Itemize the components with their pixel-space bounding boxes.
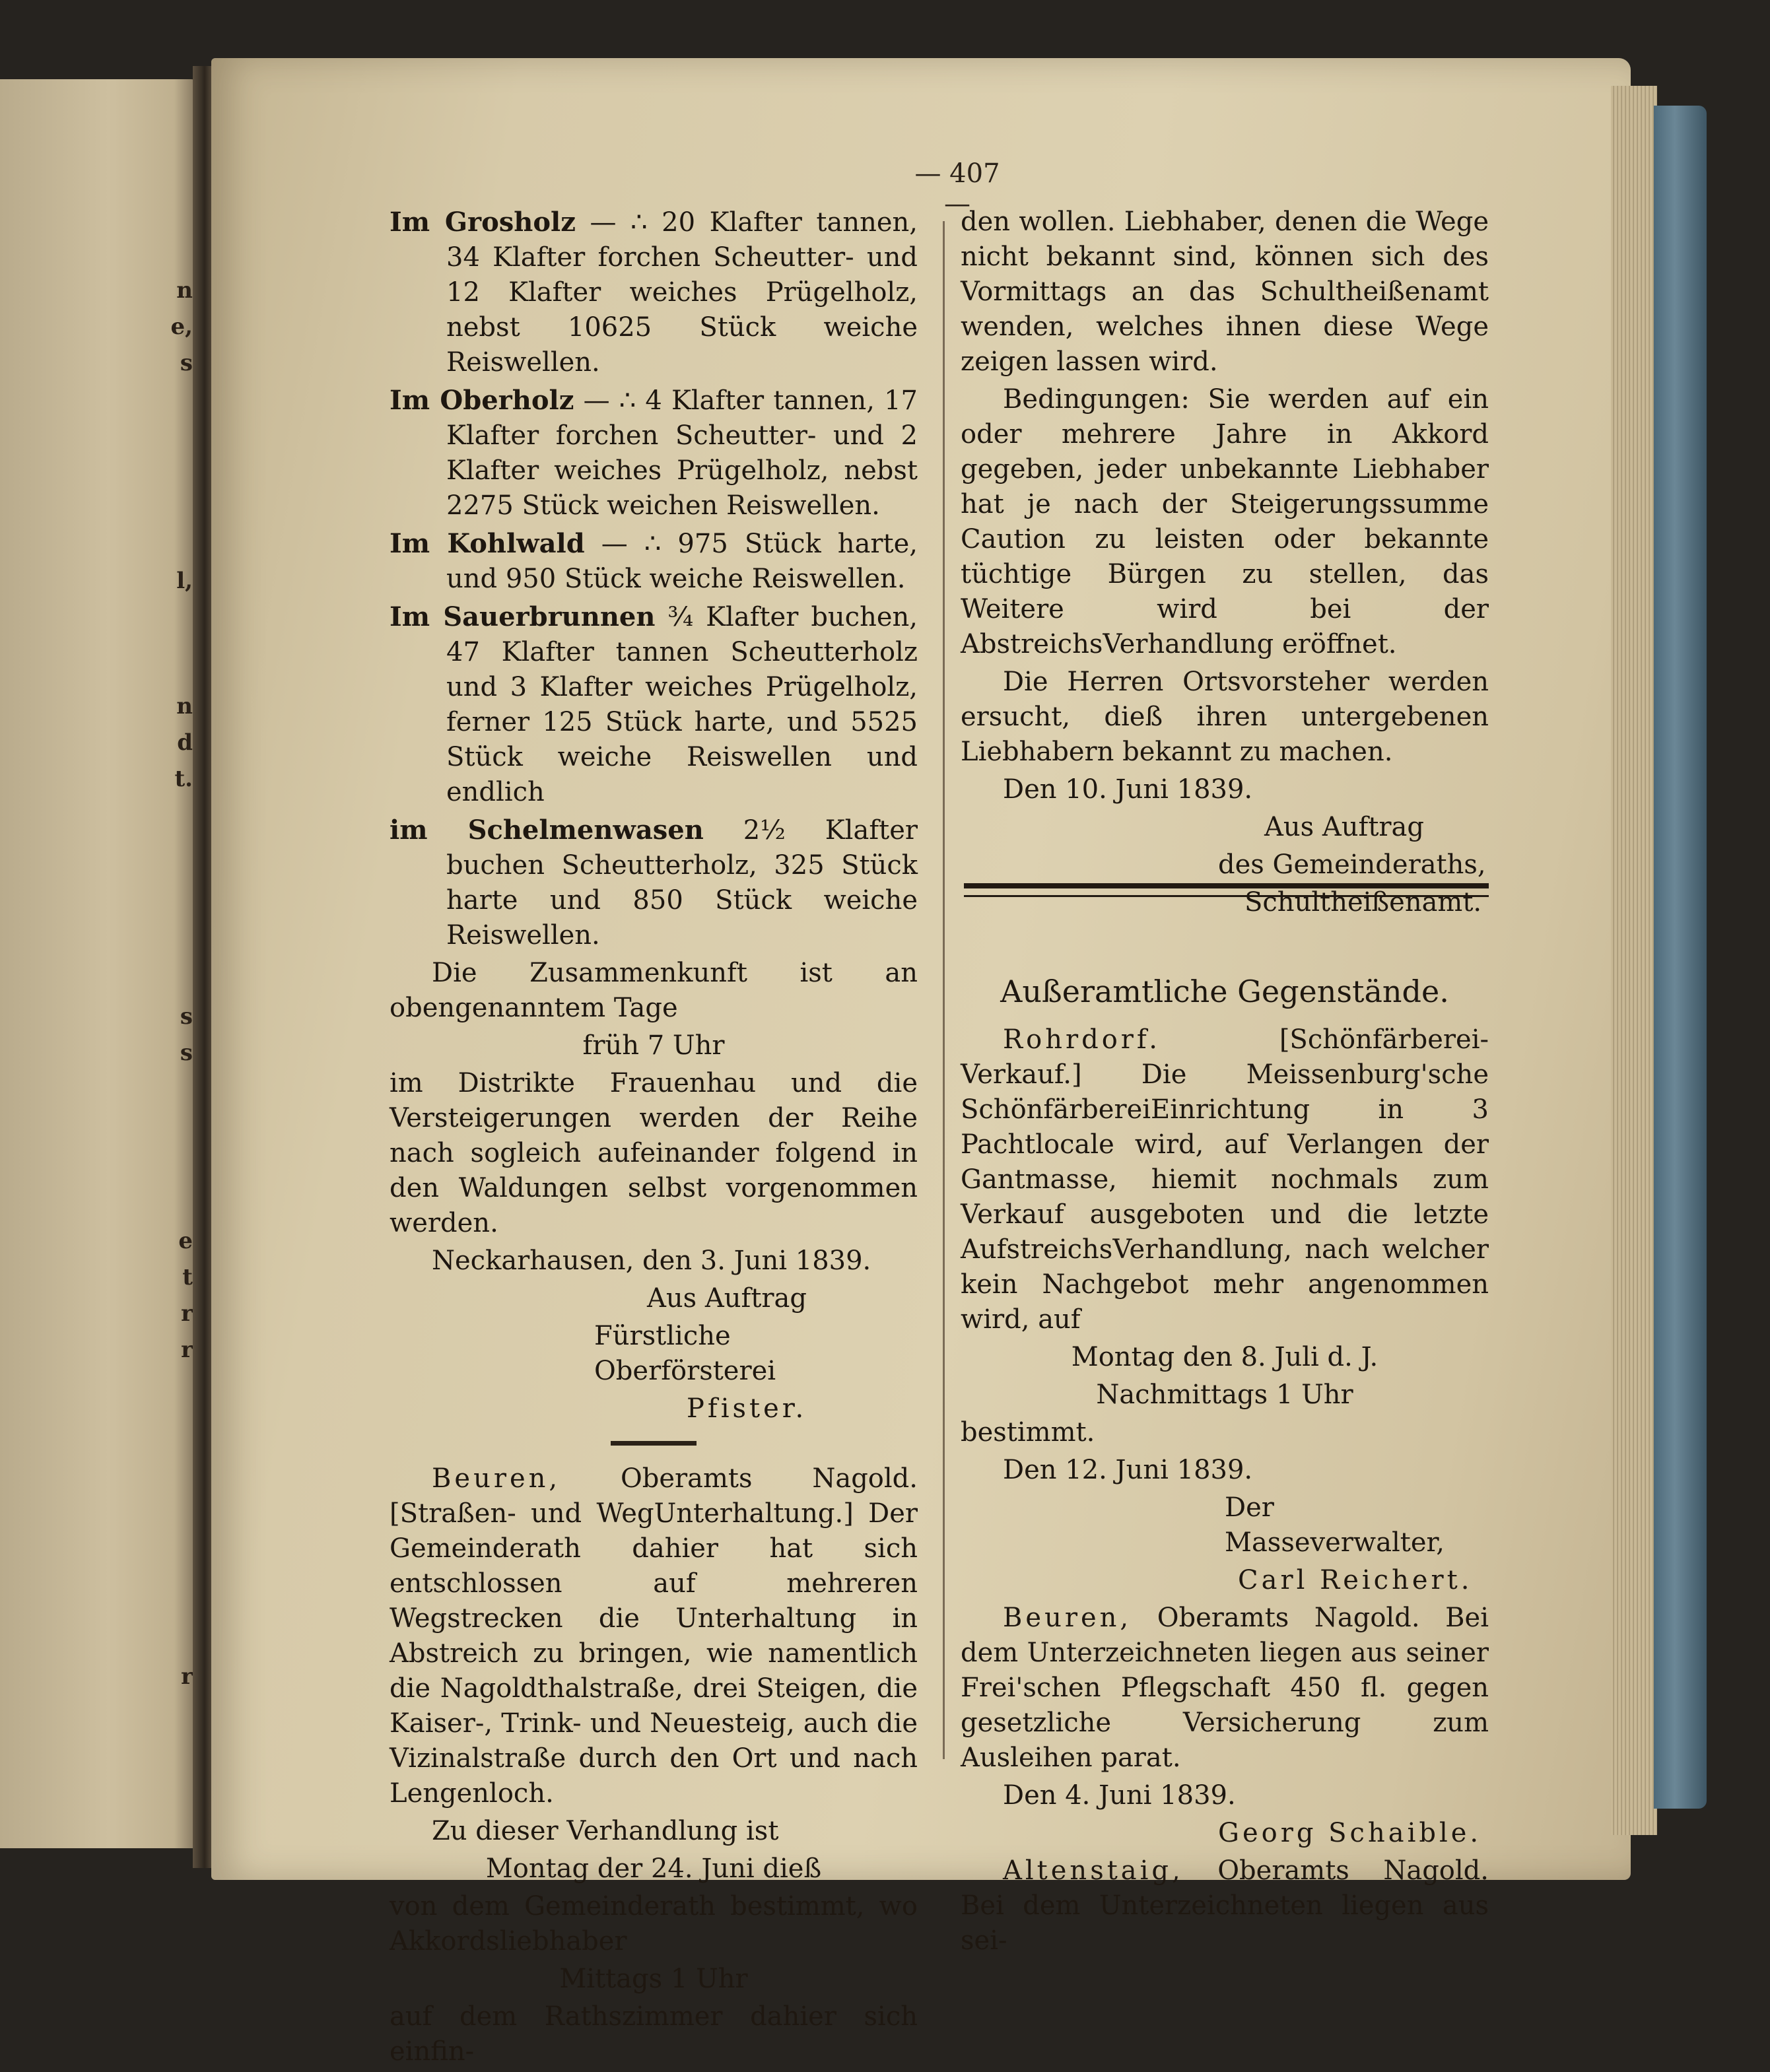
signature-name: Georg Schaible. <box>1218 1818 1482 1848</box>
edge-letter: d <box>177 729 193 756</box>
notice-text: Oberamts Nagold. [Straßen- und WegUnterhaltung.] Der Gemeinderath dahier hat sich entschlossen auf mehreren Wegstrecken die Unterhaltung in Abstreich zu bringen, wie namentlich die Nagoldthalstraße, drei Steigen, die Kaiser-, Trink- und Neuesteig, auch die Vizinalstraße durch den Ort und nach Lengenloch. <box>390 1463 918 1809</box>
wood-list-item <box>390 599 918 810</box>
edge-letter: n <box>176 693 193 719</box>
notice-place: Beuren, <box>432 1463 561 1494</box>
signature-name: Pfister. <box>687 1393 807 1424</box>
left-page-edge <box>0 79 198 1848</box>
location-label: Im Grosholz <box>390 207 576 238</box>
signature-name: Carl Reichert. <box>1238 1565 1473 1595</box>
edge-letter: r <box>181 1337 193 1363</box>
item-text: ¾ Klafter buchen, 47 Klafter tannen Scheutterholz und 3 Klafter weiches Prügelholz, ferner 125 Stück harte, und 5525 Stück weiche Reiswellen und endlich <box>446 602 918 807</box>
meeting-rest: im Distrikte Frauenhau und die Versteigerungen werden der Reihe nach sogleich aufeinander folgend in den Waldungen selbst vorgenommen werden. <box>390 1068 918 1238</box>
place-date: Neckarhausen, den 3. Juni 1839. <box>432 1246 871 1276</box>
edge-letter: n <box>176 277 193 304</box>
item-text: 2½ Klafter buchen Scheutterholz, 325 Stück harte und 850 Stück weiche Reiswellen. <box>446 815 918 951</box>
edge-letter: e <box>178 1228 193 1254</box>
notice-paragraph <box>390 1461 918 1811</box>
spacer <box>961 923 1489 969</box>
meeting-time: früh 7 Uhr <box>582 1030 725 1061</box>
notice-place: Beuren, <box>1003 1603 1132 1633</box>
item-text: — ∴ 20 Klafter tannen, 34 Klafter forchen Scheutter- und 12 Klafter weiches Prügelholz, nebst 10625 Stück weiche Reiswellen. <box>446 207 918 378</box>
signature-line: des Gemeinderaths, <box>1218 850 1486 880</box>
notice-time: Nachmittags 1 Uhr <box>1096 1380 1353 1410</box>
notice-text: [Schönfärberei-Verkauf.] Die Meissenburg'sche SchönfärbereiEinrichtung in 3 Pachtlocale wird, auf Verlangen der Gantmasse, hiemit nochmals zum Verkauf ausgeboten und die letzte AufstreichsVerhandlung, nach welcher kein Nachgebot mehr angenommen wird, auf <box>961 1024 1489 1335</box>
edge-letter: l, <box>176 568 193 594</box>
notice-paragraph <box>961 1601 1489 1776</box>
edge-letter: s <box>180 1040 193 1066</box>
edge-letter: s <box>180 350 193 376</box>
notice-text: Oberamts Nagold. Bei dem Unterzeichneten liegen aus sei- <box>961 1855 1489 1956</box>
signature-line: Der Masseverwalter, <box>1225 1492 1445 1558</box>
section-heading: Außeramtliche Gegenstände. <box>1000 974 1449 1009</box>
conditions-paragraph: Bedingungen: Sie werden auf ein oder mehrere Jahre in Akkord gegeben, jeder unbekannte Liebhaber hat je nach der Steigerungssumme Caution zu leisten oder bekannte tüchtige Bürgen zu stellen, das Weitere wird bei der AbstreichsVerhandlung eröffnet. <box>961 384 1489 659</box>
edge-letter: t. <box>174 766 193 792</box>
notice-paragraph <box>961 1854 1489 1958</box>
edge-letter: r <box>181 1663 193 1690</box>
notice-paragraph: von dem Gemeinderath bestimmt, wo Akkordsliebhaber <box>390 1891 918 1956</box>
wood-list-item <box>390 813 918 953</box>
item-text: — ∴ 4 Klafter tannen, 17 Klafter forchen Scheutter- und 2 Klafter weiches Prügelholz, nebst 2275 Stück weichen Reiswellen. <box>446 385 918 521</box>
signature-line: Schultheißenamt. <box>1244 887 1482 918</box>
location-label: Im Oberholz <box>390 385 574 416</box>
page-stack-edge <box>1611 86 1657 1835</box>
book-cover-edge <box>1654 106 1707 1809</box>
notice-date: Den 10. Juni 1839. <box>1003 774 1253 805</box>
location-label: im Schelmenwasen <box>390 815 704 846</box>
wood-list-item <box>390 383 918 523</box>
request-paragraph: Die Herren Ortsvorsteher werden ersucht, dieß ihren untergebenen Liebhabern bekannt zu machen. <box>961 667 1489 767</box>
notice-text: Oberamts Nagold. Bei dem Unterzeichneten liegen aus seiner Frei'schen Pflegschaft 450 fl. gegen gesetzliche Versicherung zum Ausleihen parat. <box>961 1603 1489 1773</box>
item-text: — ∴ 975 Stück harte, und 950 Stück weiche Reiswellen. <box>446 529 918 594</box>
notice-date: Den 4. Juni 1839. <box>1003 1780 1236 1811</box>
edge-letter: t <box>182 1264 193 1290</box>
wood-list-item <box>390 526 918 597</box>
notice-date: Montag der 24. Juni dieß <box>485 1854 822 1884</box>
signature-line: Fürstliche Oberförsterei <box>594 1321 776 1386</box>
edge-letter: e, <box>170 314 193 340</box>
location-label: Im Sauerbrunnen <box>390 601 656 632</box>
left-column <box>390 205 918 2072</box>
edge-letter: r <box>181 1300 193 1327</box>
notice-date: Den 12. Juni 1839. <box>1003 1455 1253 1485</box>
location-label: Im Kohlwald <box>390 528 585 559</box>
signature-line: Aus Auftrag <box>647 1283 807 1314</box>
notice-place: Altenstaig, <box>1003 1855 1184 1886</box>
notice-time: Mittags 1 Uhr <box>559 1964 748 1994</box>
wood-list-item <box>390 205 918 380</box>
page-number: — 407 — <box>914 158 1000 219</box>
meeting-text: Die Zusammenkunft ist an obengenanntem Tage <box>390 958 918 1023</box>
notice-paragraph: Zu dieser Verhandlung ist <box>432 1816 779 1846</box>
notice-paragraph: auf dem Rathszimmer dahier sich einfin- <box>390 2001 918 2067</box>
notice-date: Montag den 8. Juli d. J. <box>1071 1342 1379 1372</box>
continued-text: den wollen. Liebhaber, denen die Wege nicht bekannt sind, können sich des Vormittags an das Schultheißenamt wenden, welches ihnen diese Wege zeigen lassen wird. <box>961 207 1489 377</box>
notice-paragraph <box>961 1022 1489 1337</box>
edge-letter: s <box>180 1003 193 1030</box>
notice-place: Rohrdorf. <box>1003 1024 1161 1055</box>
notice-paragraph: bestimmt. <box>961 1417 1095 1448</box>
signature-line: Aus Auftrag <box>1264 812 1424 842</box>
right-column <box>961 205 1489 1961</box>
notice-separator <box>611 1441 697 1446</box>
column-divider <box>943 221 945 1759</box>
